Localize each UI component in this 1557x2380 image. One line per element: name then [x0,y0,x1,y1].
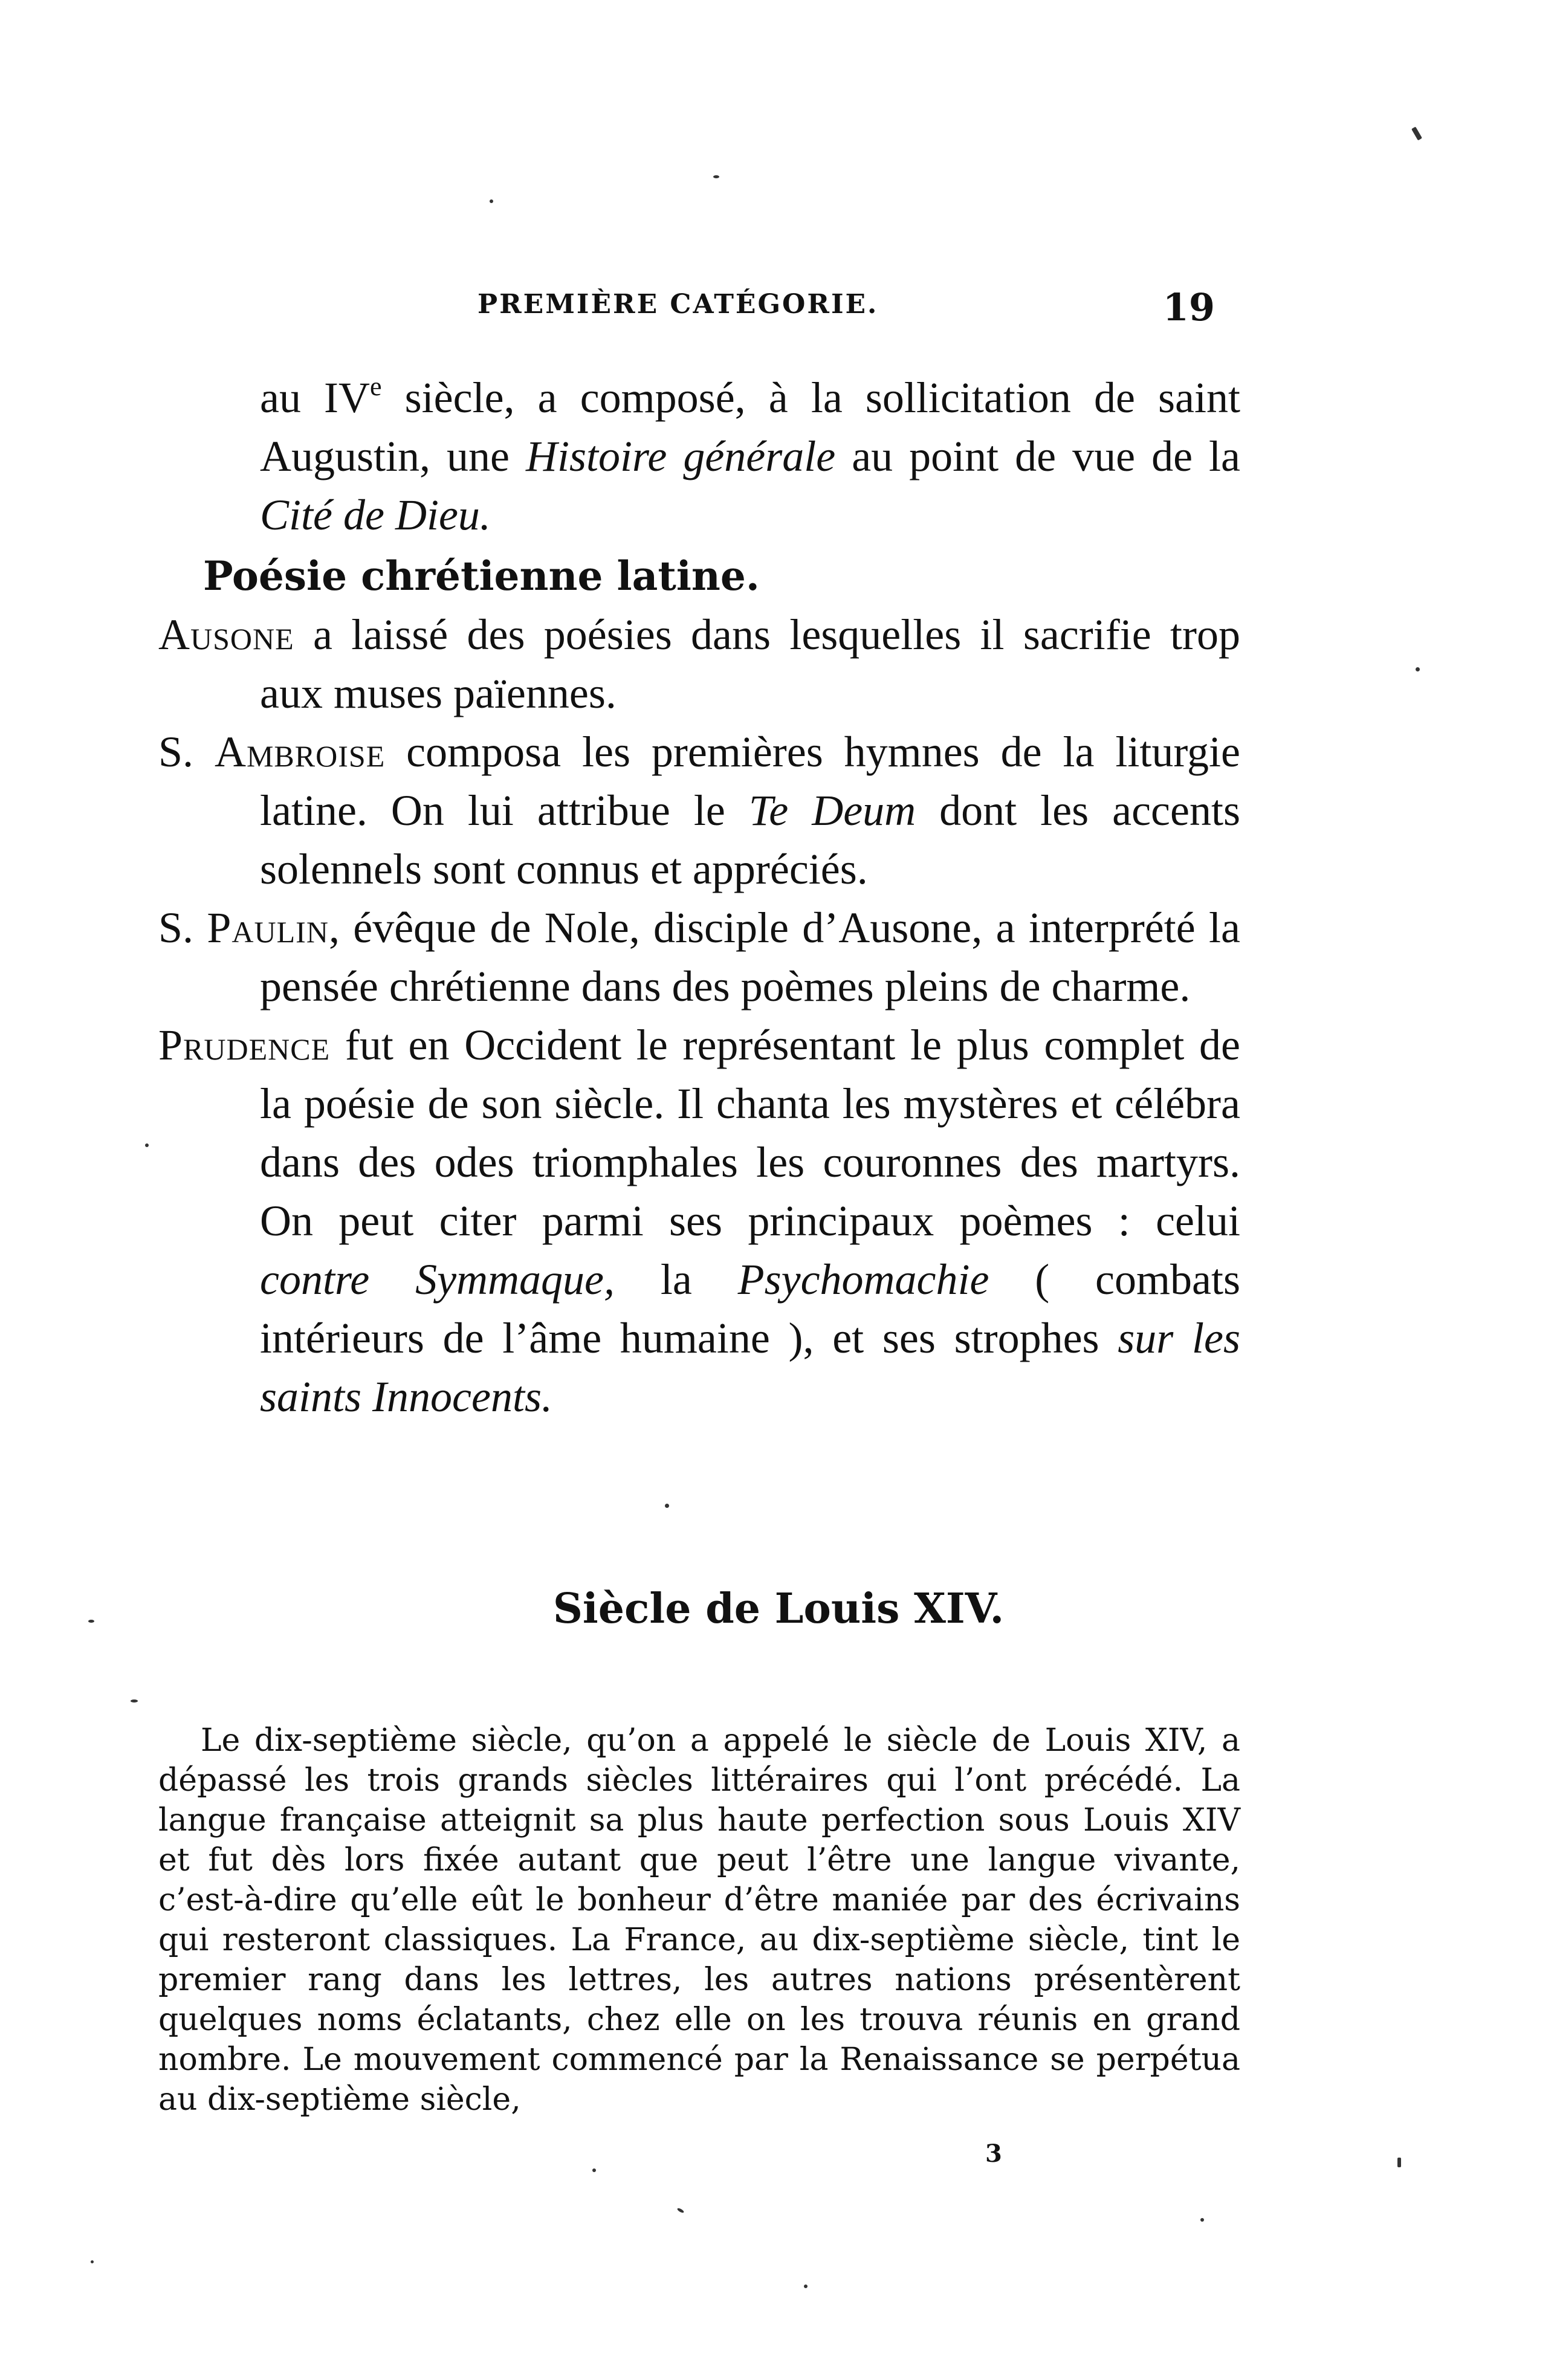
text-run: composa les premières hymnes de la liturgie latine. On lui attribue le [260,728,1240,835]
text-run: , évêque de Nole, disciple d’Ausone, a interprété la pensée chrétienne dans des poèmes pleins de charme. [260,904,1240,1011]
text-run: S. [158,728,215,776]
entry-ausone [158,606,1240,723]
scan-speck [91,2260,94,2263]
text-run: siècle, a composé, à la sollicitation de saint Augustin, une [260,373,1240,480]
scan-speck [1416,667,1420,671]
scan-speck [145,1143,149,1147]
entry-ambroise [158,723,1240,899]
scan-speck [1200,2218,1204,2222]
italic-title: Te Deum [748,786,916,835]
scan-speck [1411,126,1422,140]
continuation-paragraph [158,369,1240,545]
italic-title: sur les saints Innocents. [260,1314,1240,1421]
scan-speck [1397,2158,1401,2167]
text-run: fut en Occident le représentant le plus complet de la poésie de son siècle. Il chanta les mystères et célébra dans des odes triomphales les couronnes des martyrs. On peut citer parmi ses principaux poèmes : celui [260,1021,1240,1245]
scan-speck [131,1699,138,1703]
text-run: S. [158,904,207,952]
scan-speck [592,2168,596,2172]
italic-title: contre Symmaque, [260,1255,615,1304]
scan-speck [713,175,719,178]
running-title: PREMIÈRE CATÉGORIE. [477,289,879,320]
scan-speck [490,199,493,203]
scan-speck [88,1620,94,1623]
author-name: Prudence [158,1021,331,1069]
text-run: au point de vue de la [835,432,1241,480]
author-name: Ausone [158,610,294,659]
text-run: dont les accents solennels sont connus et appréciés. [260,786,1240,893]
text-run: la [615,1255,738,1304]
main-text [158,369,1240,1426]
italic-title: Cité de Dieu. [260,491,491,539]
author-name: Paulin [207,904,329,952]
section-title: Siècle de Louis XIV. [552,1585,1005,1633]
italic-title: Histoire générale [525,432,836,480]
author-name: Ambroise [214,728,386,776]
italic-title: Psychomachie [737,1255,989,1304]
scan-speck [665,1504,669,1508]
text-run: ( combats intérieurs de l’âme humaine ), et ses strophes [260,1255,1240,1362]
signature-mark: 3 [985,2139,1002,2168]
entry-prudence [158,1016,1240,1426]
entry-paulin [158,899,1240,1016]
page-number: 19 [1162,285,1215,329]
scan-speck [804,2285,808,2288]
subheading: Poésie chrétienne latine. [203,552,760,600]
running-head [477,285,1215,331]
small-paragraph: Le dix-septième siècle, qu’on a appelé le siècle de Louis XIV, a dépassé les trois grands siècles littéraires qui l’ont précédé. La langue française atteignit sa plus haute perfection sous Louis XIV et fut dès lors fixée autant que peut l’être une langue vivante, c’est-à-dire qu’elle eût le bonheur d’être maniée par des écrivains qui resteront classiques. La France, au dix-septième siècle, tint le premier rang dans les lettres, les autres nations présentèrent quelques noms éclatants, chez elle on les trouva réunis en grand nombre. Le mouvement commencé par la Renaissance se perpétua au dix-septième siècle, [158,1722,1240,2118]
scan-speck [677,2207,685,2213]
text-run: a laissé des poésies dans lesquelles il sacrifie trop aux muses païennes. [260,610,1240,717]
superscript: e [370,372,382,401]
text-run: au IV [260,373,371,422]
